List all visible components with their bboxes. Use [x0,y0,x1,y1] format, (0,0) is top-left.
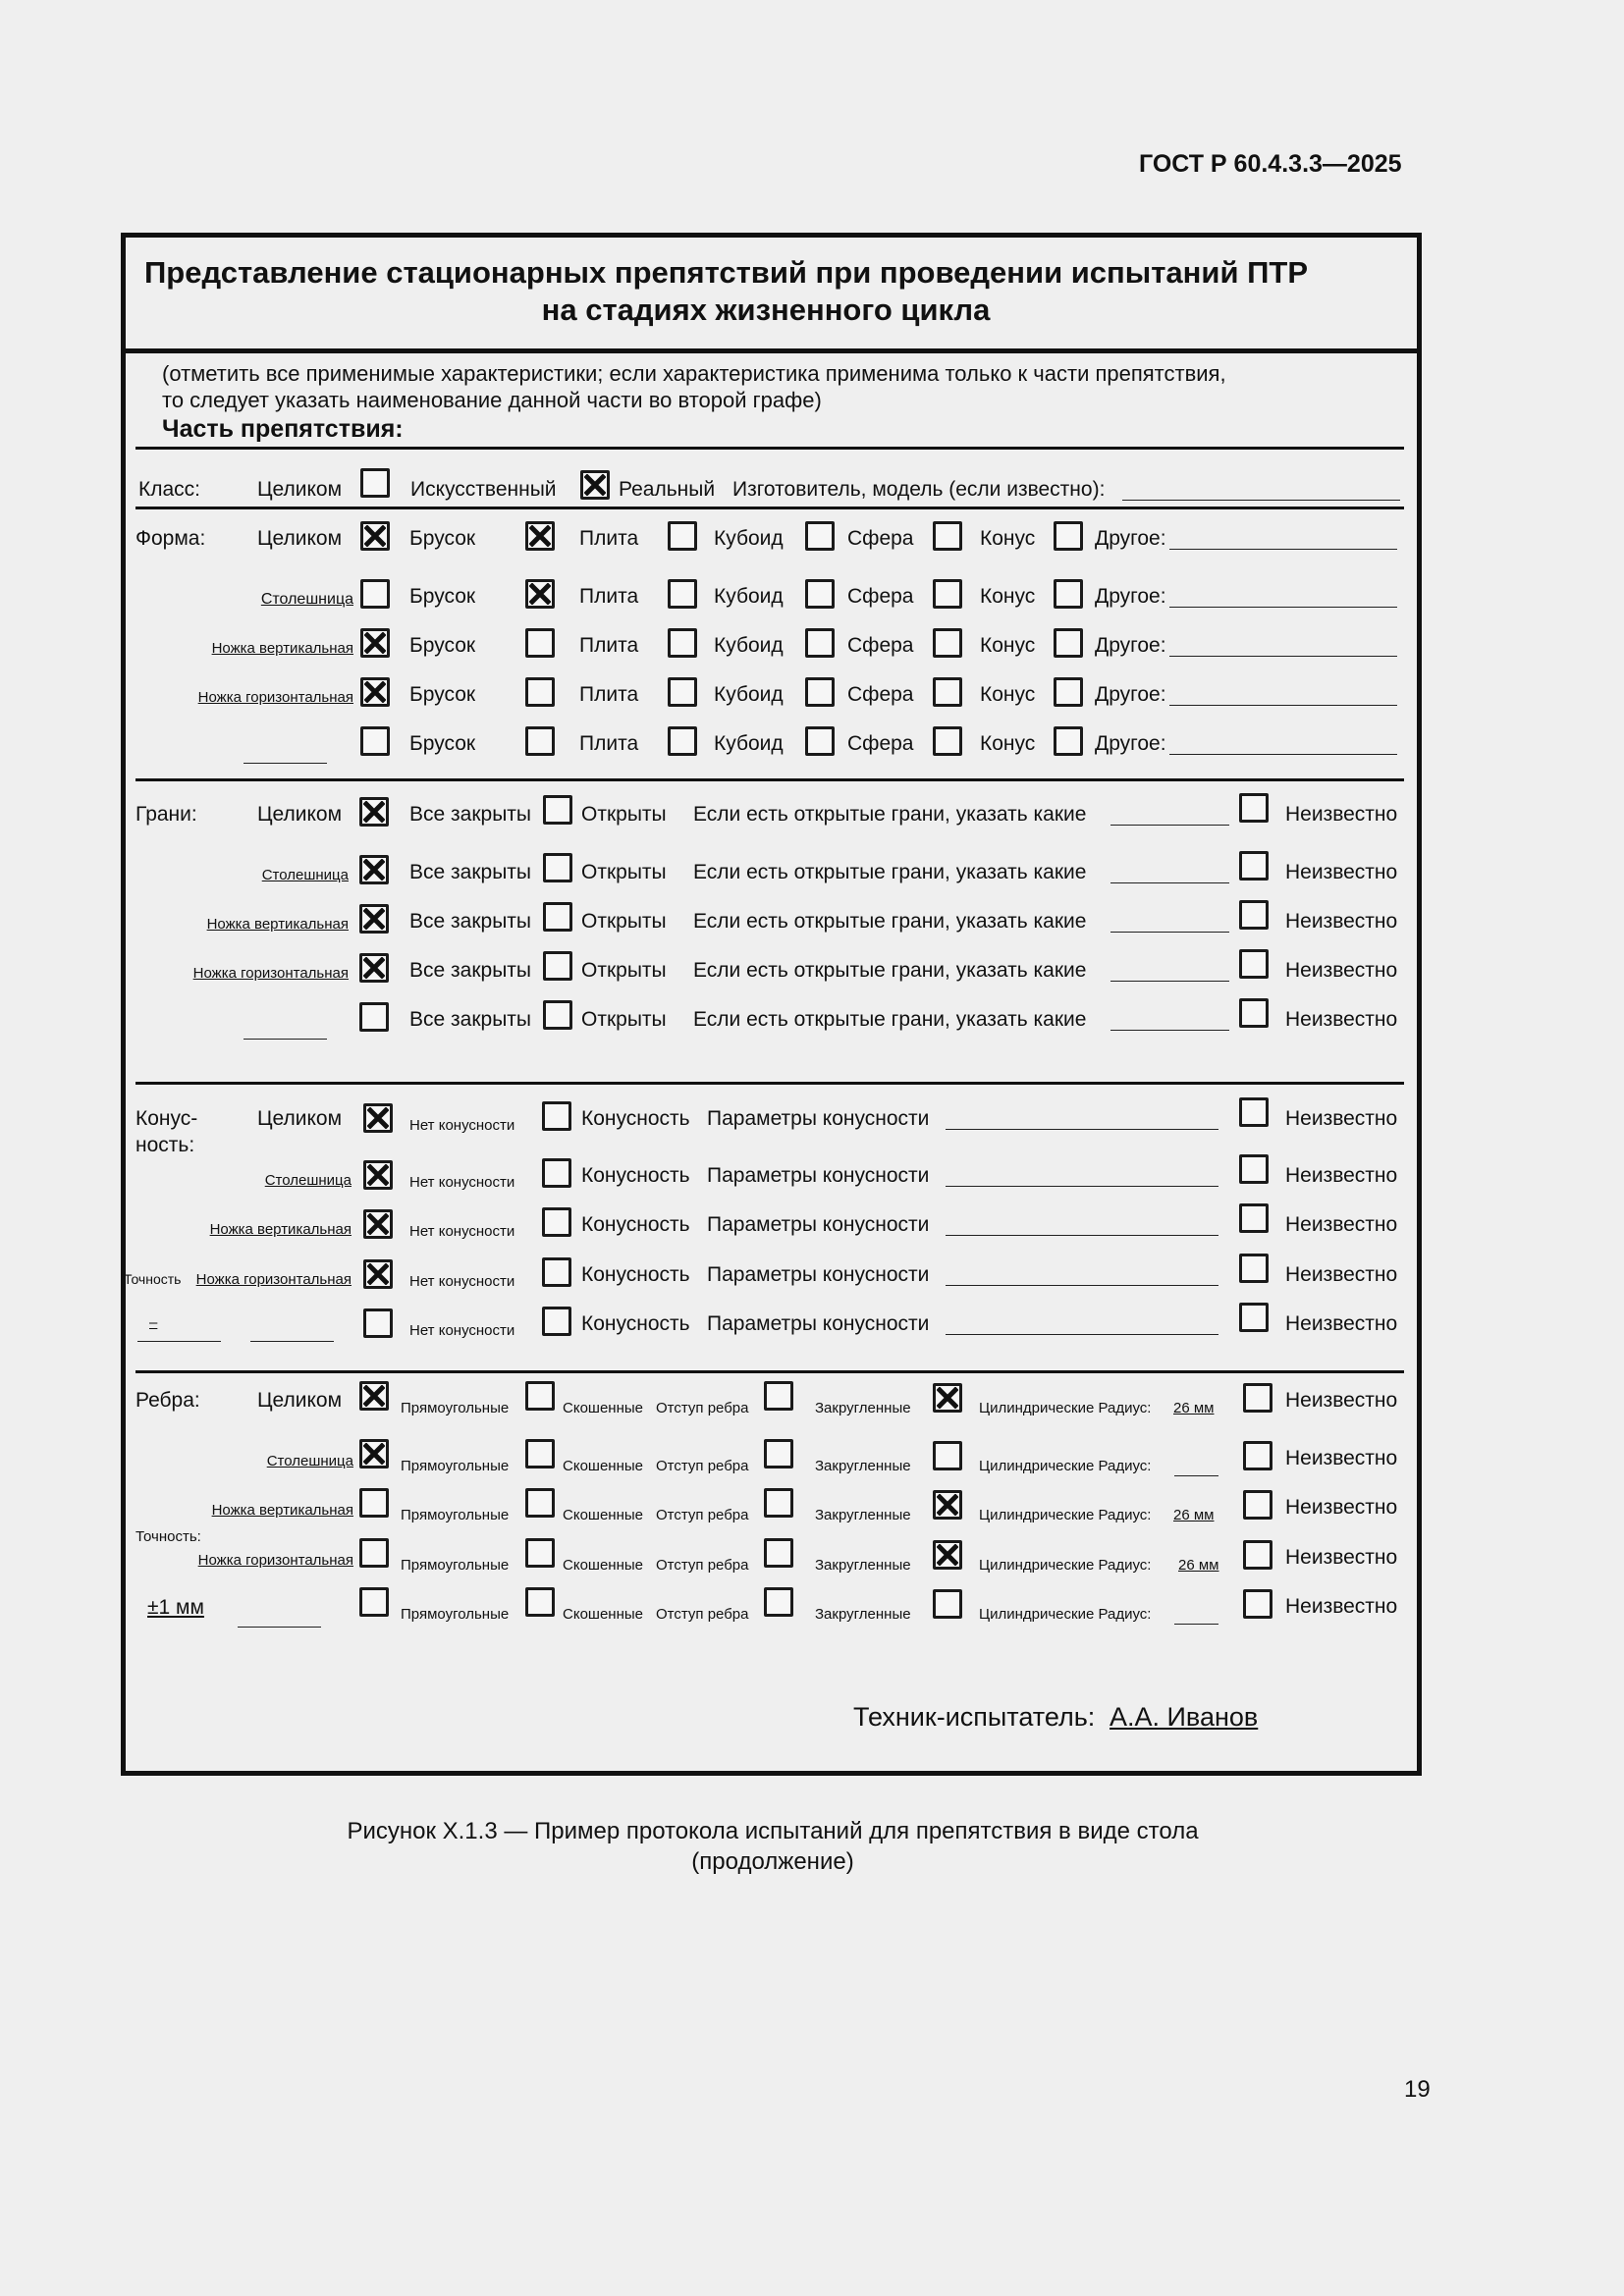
forma-label: Форма: [135,527,206,550]
grani-unknown-checkbox[interactable] [1239,793,1269,823]
konus-row-part: Столешница [264,1172,352,1189]
rebra-rect-checkbox[interactable] [359,1439,389,1468]
rebra-offset-label: Отступ ребра [656,1400,749,1416]
forma-3-checkbox[interactable] [805,579,835,609]
konus-params-blank [946,1334,1218,1335]
check-x-icon [363,1385,385,1407]
konus-none-checkbox[interactable] [363,1103,393,1133]
rebra-rect-label: Прямоугольные [401,1400,510,1416]
forma-option-label: Плита [579,527,639,550]
konus-none-checkbox[interactable] [363,1308,393,1338]
forma-option-label: Конус [980,527,1036,550]
rebra-unknown-checkbox[interactable] [1243,1383,1272,1413]
grani-question: Если есть открытые грани, указать какие [693,861,1087,883]
rebra-round-checkbox[interactable] [933,1490,962,1520]
rebra-cyl-label: Цилиндрические Радиус: [979,1507,1152,1523]
check-x-icon [364,681,386,703]
grani-unknown-label: Неизвестно [1285,959,1398,982]
forma-option-label: Другое: [1095,634,1166,657]
class-part: Целиком [257,478,343,501]
check-x-icon [937,1494,958,1516]
grani-closed-label: Все закрыты [409,959,532,982]
grani-closed-label: Все закрыты [409,910,532,933]
grani-unknown-checkbox[interactable] [1239,851,1269,881]
forma-0-checkbox[interactable] [360,628,390,658]
check-x-icon [363,957,385,979]
rebra-bevel-label: Скошенные [563,1400,643,1416]
figure-caption-line2: (продолжение) [691,1848,854,1875]
forma-1-checkbox[interactable] [525,628,555,658]
rebra-rect-label: Прямоугольные [401,1606,510,1623]
forma-5-checkbox[interactable] [1054,726,1083,756]
rebra-row-part: Целиком [257,1389,343,1412]
grani-unknown-checkbox[interactable] [1239,949,1269,979]
rebra-rect-checkbox[interactable] [359,1587,389,1617]
class-real-checkbox[interactable] [580,470,610,500]
rebra-radius-value: 26 мм [1173,1400,1215,1416]
konus-params-label: Параметры конусности [707,1312,930,1335]
divider-grani [135,778,1404,781]
rebra-offset-label: Отступ ребра [656,1458,749,1474]
rebra-offset-checkbox[interactable] [764,1488,793,1518]
konus-row-part-blank [250,1341,334,1342]
rebra-rect-label: Прямоугольные [401,1557,510,1574]
forma-option-label: Брусок [409,732,476,755]
forma-option-label: Кубоид [714,585,784,608]
rebra-precision-value: ±1 мм [147,1596,204,1619]
instruction-line2: то следует указать наименование данной части во второй графе) [162,388,822,412]
forma-option-label: Брусок [409,585,476,608]
class-artificial-label: Искусственный [410,478,557,501]
grani-row-part: Столешница [261,867,349,883]
konus-none-label: Нет конусности [409,1223,515,1240]
konus-params-label: Параметры конусности [707,1164,930,1187]
check-x-icon [364,632,386,654]
grani-open-label: Открыты [581,861,667,883]
konus-row-part: Целиком [257,1107,343,1130]
forma-4-checkbox[interactable] [933,628,962,658]
grani-closed-label: Все закрыты [409,1008,532,1031]
divider-forma [135,507,1404,509]
forma-5-checkbox[interactable] [1054,677,1083,707]
check-x-icon [584,474,606,496]
class-maker-blank [1122,500,1400,501]
rebra-bevel-checkbox[interactable] [525,1488,555,1518]
rebra-rect-checkbox[interactable] [359,1381,389,1411]
check-x-icon [367,1107,389,1129]
signature-name: А.А. Иванов [1110,1702,1259,1732]
konus-label-line2: ность: [135,1134,195,1156]
forma-4-checkbox[interactable] [933,677,962,707]
instruction-line1: (отметить все применимые характеристики; если характеристика применима только к части препятствия, [162,361,1226,386]
rebra-unknown-checkbox[interactable] [1243,1540,1272,1570]
check-x-icon [363,801,385,823]
forma-1-checkbox[interactable] [525,726,555,756]
forma-option-label: Сфера [847,585,914,608]
konus-params-blank [946,1285,1218,1286]
rebra-round-label: Закругленные [815,1400,911,1416]
forma-3-checkbox[interactable] [805,628,835,658]
forma-option-label: Конус [980,634,1036,657]
forma-3-checkbox[interactable] [805,726,835,756]
grani-closed-checkbox[interactable] [359,953,389,983]
grani-closed-checkbox[interactable] [359,904,389,934]
forma-other-blank [1169,607,1397,608]
rebra-round-label: Закругленные [815,1557,911,1574]
forma-option-label: Другое: [1095,732,1166,755]
forma-row-part-blank [244,763,327,764]
konus-params-blank [946,1235,1218,1236]
grani-unknown-label: Неизвестно [1285,1008,1398,1031]
grani-open-checkbox[interactable] [543,902,572,932]
forma-option-label: Кубоид [714,527,784,550]
konus-none-label: Нет конусности [409,1322,515,1339]
rebra-bevel-checkbox[interactable] [525,1538,555,1568]
konus-none-label: Нет конусности [409,1273,515,1290]
rebra-round-label: Закругленные [815,1507,911,1523]
grani-row-part: Ножка вертикальная [206,916,349,933]
konus-params-blank [946,1129,1218,1130]
grani-open-label: Открыты [581,803,667,826]
forma-5-checkbox[interactable] [1054,579,1083,609]
grani-question: Если есть открытые грани, указать какие [693,959,1087,982]
rebra-radius-value: 26 мм [1178,1557,1219,1574]
grani-unknown-label: Неизвестно [1285,861,1398,883]
check-x-icon [937,1544,958,1566]
konus-params-blank [946,1186,1218,1187]
forma-option-label: Сфера [847,527,914,550]
rebra-round-checkbox[interactable] [933,1383,962,1413]
grani-unknown-label: Неизвестно [1285,803,1398,826]
forma-option-label: Плита [579,732,639,755]
rebra-unknown-checkbox[interactable] [1243,1441,1272,1470]
konus-yes-label: Конусность [581,1312,690,1335]
grani-label: Грани: [135,803,197,826]
forma-option-label: Сфера [847,634,914,657]
figure-caption-line1: Рисунок Х.1.3 — Пример протокола испытаний для препятствия в виде стола [347,1818,1199,1844]
divider-konus [135,1082,1404,1085]
rebra-bevel-label: Скошенные [563,1458,643,1474]
forma-option-label: Конус [980,683,1036,706]
page-number: 19 [1404,2076,1431,2103]
rebra-unknown-label: Неизвестно [1285,1389,1398,1412]
rebra-rect-checkbox[interactable] [359,1538,389,1568]
forma-option-label: Брусок [409,527,476,550]
konus-precision-prefix: Точность [124,1271,182,1287]
grani-question: Если есть открытые грани, указать какие [693,1008,1087,1031]
forma-3-checkbox[interactable] [805,521,835,551]
part-heading: Часть препятствия: [162,415,404,443]
rebra-round-label: Закругленные [815,1606,911,1623]
title-divider [121,348,1422,353]
konus-none-checkbox[interactable] [363,1160,393,1190]
forma-row-part: Ножка вертикальная [211,640,353,657]
konus-yes-checkbox[interactable] [542,1158,571,1188]
grani-closed-checkbox[interactable] [359,797,389,827]
rebra-round-checkbox[interactable] [933,1589,962,1619]
forma-option-label: Другое: [1095,585,1166,608]
konus-params-label: Параметры конусности [707,1107,930,1130]
forma-row-part: Столешница [260,591,353,608]
grani-closed-label: Все закрыты [409,803,532,826]
forma-option-label: Кубоид [714,732,784,755]
grani-unknown-checkbox[interactable] [1239,998,1269,1028]
konus-unknown-label: Неизвестно [1285,1263,1398,1286]
rebra-bevel-label: Скошенные [563,1507,643,1523]
konus-yes-label: Конусность [581,1107,690,1130]
rebra-radius-value: 26 мм [1173,1507,1215,1523]
konus-none-checkbox[interactable] [363,1209,393,1239]
check-x-icon [529,583,551,605]
forma-0-checkbox[interactable] [360,726,390,756]
konus-yes-checkbox[interactable] [542,1307,571,1336]
check-x-icon [367,1164,389,1186]
forma-option-label: Плита [579,683,639,706]
konus-params-label: Параметры конусности [707,1213,930,1236]
rebra-row-part-blank [238,1627,321,1628]
forma-2-checkbox[interactable] [668,628,697,658]
check-x-icon [363,1443,385,1465]
form-title-line1: Представление стационарных препятствий при проведении испытаний ПТР [144,255,1309,290]
rebra-round-checkbox[interactable] [933,1540,962,1570]
konus-unknown-checkbox[interactable] [1239,1203,1269,1233]
forma-1-checkbox[interactable] [525,579,555,609]
check-x-icon [363,859,385,881]
forma-2-checkbox[interactable] [668,726,697,756]
rebra-rect-label: Прямоугольные [401,1507,510,1523]
rebra-unknown-checkbox[interactable] [1243,1490,1272,1520]
rebra-cyl-label: Цилиндрические Радиус: [979,1458,1152,1474]
forma-2-checkbox[interactable] [668,677,697,707]
form-title-line2: на стадиях жизненного цикла [541,293,991,327]
konus-none-label: Нет конусности [409,1174,515,1191]
forma-0-checkbox[interactable] [360,677,390,707]
rebra-radius-blank [1174,1624,1218,1625]
rebra-offset-checkbox[interactable] [764,1587,793,1617]
forma-option-label: Конус [980,585,1036,608]
rebra-cyl-label: Цилиндрические Радиус: [979,1557,1152,1574]
forma-4-checkbox[interactable] [933,726,962,756]
forma-row-part: Ножка горизонтальная [197,689,353,706]
forma-1-checkbox[interactable] [525,521,555,551]
grani-open-checkbox[interactable] [543,951,572,981]
forma-1-checkbox[interactable] [525,677,555,707]
konus-unknown-checkbox[interactable] [1239,1303,1269,1332]
forma-option-label: Брусок [409,634,476,657]
forma-option-label: Сфера [847,732,914,755]
rebra-unknown-label: Неизвестно [1285,1546,1398,1569]
forma-5-checkbox[interactable] [1054,628,1083,658]
grani-closed-label: Все закрыты [409,861,532,883]
grani-open-blank [1110,932,1229,933]
class-maker-label: Изготовитель, модель (если известно): [732,478,1106,501]
rebra-cyl-label: Цилиндрические Радиус: [979,1606,1152,1623]
rebra-bevel-label: Скошенные [563,1606,643,1623]
forma-row-part: Целиком [257,527,343,550]
rebra-row-part: Ножка вертикальная [211,1502,353,1519]
forma-4-checkbox[interactable] [933,521,962,551]
grani-open-checkbox[interactable] [543,1000,572,1030]
forma-option-label: Конус [980,732,1036,755]
rebra-offset-label: Отступ ребра [656,1507,749,1523]
konus-none-checkbox[interactable] [363,1259,393,1289]
konus-yes-checkbox[interactable] [542,1207,571,1237]
rebra-round-label: Закругленные [815,1458,911,1474]
konus-row-part: Ножка горизонтальная [195,1271,352,1288]
rebra-bevel-checkbox[interactable] [525,1381,555,1411]
rebra-offset-label: Отступ ребра [656,1606,749,1623]
grani-open-blank [1110,1030,1229,1031]
grani-closed-checkbox[interactable] [359,855,389,884]
grani-open-blank [1110,882,1229,883]
rebra-rect-label: Прямоугольные [401,1458,510,1474]
grani-row-part: Целиком [257,803,343,826]
forma-other-blank [1169,656,1397,657]
rebra-offset-checkbox[interactable] [764,1381,793,1411]
rebra-row-part: Столешница [266,1453,353,1469]
konus-yes-checkbox[interactable] [542,1101,571,1131]
forma-3-checkbox[interactable] [805,677,835,707]
grani-question: Если есть открытые грани, указать какие [693,803,1087,826]
grani-open-blank [1110,825,1229,826]
grani-open-blank [1110,981,1229,982]
divider-rebra [135,1370,1404,1373]
check-x-icon [529,525,551,547]
forma-option-label: Сфера [847,683,914,706]
konus-unknown-checkbox[interactable] [1239,1254,1269,1283]
forma-option-label: Кубоид [714,634,784,657]
grani-open-label: Открыты [581,959,667,982]
grani-open-label: Открыты [581,1008,667,1031]
konus-yes-label: Конусность [581,1213,690,1236]
rebra-precision-label: Точность: [135,1528,201,1545]
grani-open-label: Открыты [581,910,667,933]
konus-params-label: Параметры конусности [707,1263,930,1286]
konus-unknown-checkbox[interactable] [1239,1097,1269,1127]
forma-2-checkbox[interactable] [668,521,697,551]
divider-part [135,447,1404,450]
forma-option-label: Другое: [1095,527,1166,550]
rebra-rect-checkbox[interactable] [359,1488,389,1518]
konus-yes-label: Конусность [581,1263,690,1286]
rebra-unknown-checkbox[interactable] [1243,1589,1272,1619]
forma-4-checkbox[interactable] [933,579,962,609]
rebra-bevel-checkbox[interactable] [525,1439,555,1468]
konus-unknown-label: Неизвестно [1285,1107,1398,1130]
grani-unknown-label: Неизвестно [1285,910,1398,933]
forma-other-blank [1169,754,1397,755]
class-label: Класс: [138,478,200,501]
forma-2-checkbox[interactable] [668,579,697,609]
rebra-radius-blank [1174,1475,1218,1476]
check-x-icon [367,1213,389,1235]
grani-row-part: Ножка горизонтальная [192,965,349,982]
konus-unknown-label: Неизвестно [1285,1164,1398,1187]
forma-option-label: Брусок [409,683,476,706]
rebra-cyl-label: Цилиндрические Радиус: [979,1400,1152,1416]
grani-closed-checkbox[interactable] [359,1002,389,1032]
konus-row-part: Ножка вертикальная [209,1221,352,1238]
rebra-offset-checkbox[interactable] [764,1439,793,1468]
rebra-bevel-label: Скошенные [563,1557,643,1574]
konus-label-line1: Конус- [135,1107,198,1130]
konus-dash-blank [137,1341,221,1342]
rebra-unknown-label: Неизвестно [1285,1447,1398,1469]
forma-0-checkbox[interactable] [360,579,390,609]
rebra-round-checkbox[interactable] [933,1441,962,1470]
rebra-unknown-label: Неизвестно [1285,1595,1398,1618]
forma-option-label: Плита [579,634,639,657]
class-real-label: Реальный [619,478,716,501]
forma-0-checkbox[interactable] [360,521,390,551]
check-x-icon [937,1387,958,1409]
rebra-label: Ребра: [135,1389,200,1412]
konus-yes-label: Конусность [581,1164,690,1187]
check-x-icon [367,1263,389,1285]
konus-yes-checkbox[interactable] [542,1257,571,1287]
check-x-icon [364,525,386,547]
forma-5-checkbox[interactable] [1054,521,1083,551]
konus-unknown-checkbox[interactable] [1239,1154,1269,1184]
grani-unknown-checkbox[interactable] [1239,900,1269,930]
forma-option-label: Плита [579,585,639,608]
konus-none-label: Нет конусности [409,1117,515,1134]
rebra-bevel-checkbox[interactable] [525,1587,555,1617]
rebra-offset-checkbox[interactable] [764,1538,793,1568]
konus-dash: – [149,1314,158,1331]
doc-id: ГОСТ Р 60.4.3.3—2025 [1139,150,1402,178]
forma-other-blank [1169,705,1397,706]
forma-option-label: Кубоид [714,683,784,706]
grani-open-checkbox[interactable] [543,795,572,825]
forma-option-label: Другое: [1095,683,1166,706]
rebra-row-part: Ножка горизонтальная [197,1552,353,1569]
check-x-icon [363,908,385,930]
signature-label: Техник-испытатель: [853,1702,1096,1732]
konus-unknown-label: Неизвестно [1285,1213,1398,1236]
grani-question: Если есть открытые грани, указать какие [693,910,1087,933]
konus-unknown-label: Неизвестно [1285,1312,1398,1335]
rebra-offset-label: Отступ ребра [656,1557,749,1574]
grani-open-checkbox[interactable] [543,853,572,882]
rebra-unknown-label: Неизвестно [1285,1496,1398,1519]
class-artificial-checkbox[interactable] [360,468,390,498]
grani-row-part-blank [244,1039,327,1040]
forma-other-blank [1169,549,1397,550]
